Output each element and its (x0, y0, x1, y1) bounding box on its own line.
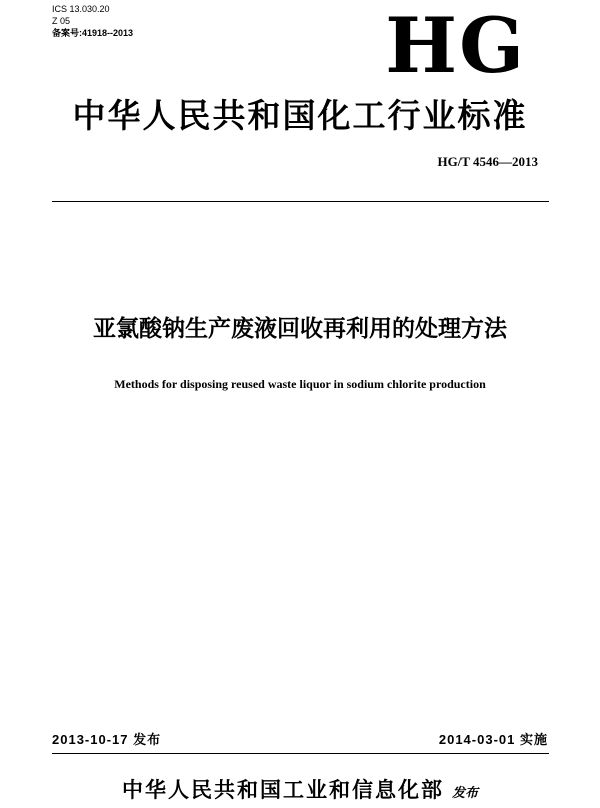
document-title-en: Methods for disposing reused waste liquor in sodium chlorite production (114, 377, 486, 391)
top-divider (52, 201, 549, 202)
ccs-code: Z 05 (52, 16, 71, 26)
issue-date (52, 732, 161, 748)
implementation-date-value: 2014-03-01 (438, 732, 516, 747)
hg-logo: HG (385, 1, 526, 90)
document-title-zh: 亚氯酸钠生产废液回收再利用的处理方法 (93, 316, 507, 342)
bottom-divider (52, 753, 549, 754)
record-number: 备案号:41918--2013 (52, 28, 134, 38)
issue-date-value: 2013-10-17 (52, 732, 129, 747)
issue-date-label: 发布 (133, 732, 162, 747)
ics-code: ICS 13.030.20 (52, 4, 110, 14)
standard-body-title: 中华人民共和国化工行业标准 (72, 96, 528, 135)
issuer-name: 中华人民共和国工业和信息化部 (121, 778, 444, 802)
implementation-date (439, 732, 548, 748)
implementation-date-label: 实施 (519, 732, 548, 747)
issuing-authority (0, 776, 600, 808)
issuer-suffix: 发布 (451, 786, 478, 801)
standard-code: HG/T 4546—2013 (437, 154, 538, 169)
